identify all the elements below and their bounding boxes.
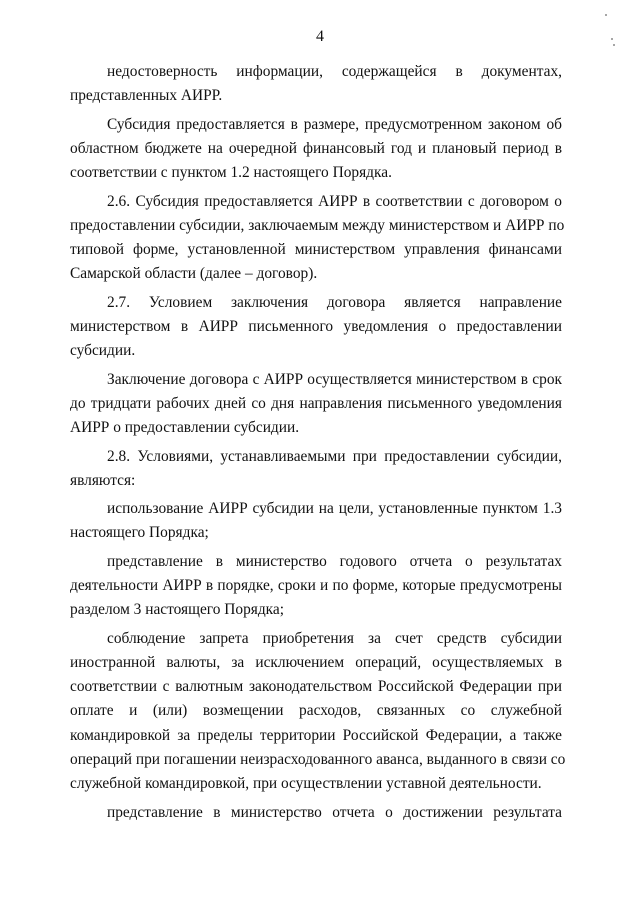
list-item bbox=[70, 550, 562, 623]
paragraph-2-8 bbox=[70, 445, 562, 493]
scan-speck bbox=[613, 44, 615, 46]
text-line: оплате и (или) возмещении расходов, связанных со служебной bbox=[70, 702, 562, 720]
text-line: командировкой за пределы территории Российской Федерации, а также bbox=[70, 726, 562, 744]
text-line: типовой форме, установленной министерством управления финансами bbox=[70, 241, 562, 259]
paragraph-2-6 bbox=[70, 190, 565, 287]
text-line: предоставлении субсидии, заключаемым между министерством и АИРР по bbox=[70, 216, 565, 234]
text-line: разделом 3 настоящего Порядка; bbox=[70, 601, 285, 619]
text-line: представление в министерство годового отчета о результатах bbox=[107, 552, 562, 570]
scan-speck bbox=[605, 14, 607, 16]
text-line: иностранной валюты, за исключением операций, осуществляемых в bbox=[70, 654, 562, 672]
text-line: областном бюджете на очередной финансовый год и плановый период в bbox=[70, 139, 562, 157]
text-line: соответствии с валютным законодательством Российской Федерации при bbox=[70, 678, 562, 696]
text-line: служебной командировкой, при осуществлении уставной деятельности. bbox=[70, 775, 542, 793]
list-item bbox=[70, 627, 566, 796]
paragraph bbox=[70, 60, 562, 108]
text-line: соблюдение запрета приобретения за счет средств субсидии bbox=[107, 629, 562, 647]
list-item bbox=[70, 497, 562, 545]
text-line: являются: bbox=[70, 471, 136, 489]
scan-speck bbox=[611, 38, 613, 40]
text-line: настоящего Порядка; bbox=[70, 524, 209, 542]
text-line: представленных АИРР. bbox=[70, 87, 223, 105]
paragraph bbox=[70, 368, 562, 441]
text-line: АИРР о предоставлении субсидии. bbox=[70, 419, 300, 437]
text-line: 2.7. Условием заключения договора является направление bbox=[107, 293, 562, 311]
paragraph bbox=[70, 113, 562, 186]
paragraph-2-7 bbox=[70, 291, 562, 364]
document-body bbox=[70, 60, 566, 829]
text-line: операций при погашении неизрасходованного аванса, выданного в связи со bbox=[70, 750, 566, 768]
text-line: недостоверность информации, содержащейся в документах, bbox=[107, 63, 562, 80]
text-line: представление в министерство отчета о достижении результата bbox=[107, 803, 562, 821]
page-number: 4 bbox=[316, 28, 324, 45]
text-line: до тридцати рабочих дней со дня направления письменного уведомления bbox=[70, 394, 562, 412]
text-line: 2.8. Условиями, устанавливаемыми при предоставлении субсидии, bbox=[107, 447, 562, 465]
text-line: соответствии с пунктом 1.2 настоящего Порядка. bbox=[70, 164, 392, 182]
text-line: деятельности АИРР в порядке, сроки и по форме, которые предусмотрены bbox=[70, 577, 562, 595]
text-line: 2.6. Субсидия предоставляется АИРР в соответствии с договором о bbox=[107, 192, 562, 210]
text-line: министерством в АИРР письменного уведомления о предоставлении bbox=[70, 317, 562, 335]
text-line: субсидии. bbox=[70, 342, 136, 360]
list-item bbox=[70, 801, 562, 825]
text-line: использование АИРР субсидии на цели, установленные пунктом 1.3 bbox=[107, 500, 562, 518]
text-line: Самарской области (далее – договор). bbox=[70, 265, 318, 283]
text-line: Заключение договора с АИРР осуществляется министерством в срок bbox=[107, 370, 562, 388]
text-line: Субсидия предоставляется в размере, предусмотренном законом об bbox=[107, 115, 562, 133]
